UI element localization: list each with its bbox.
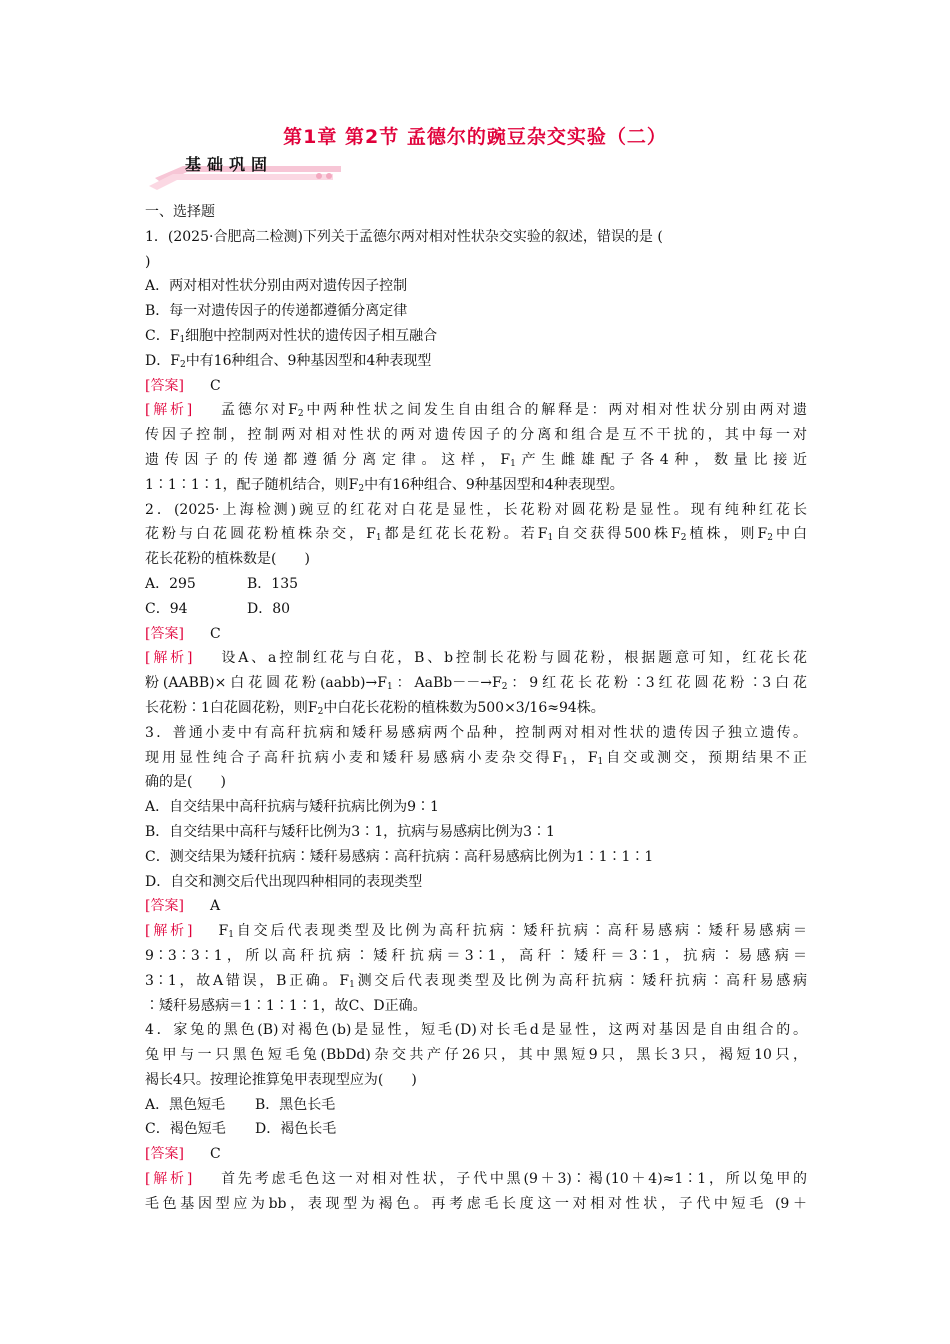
q3-stem-line3: 确的是( ) (145, 774, 226, 791)
section-heading: 一、选择题 (145, 204, 215, 220)
q3-stem-line1: 3．普通小麦中有高秆抗病和矮秆易感病两个品种，控制两对相对性状的遗传因子独立遗传。 (145, 724, 807, 741)
q2-explanation-line1: [解析] 设A、a控制红花与白花，B、b控制长花粉与圆花粉，根据题意可知，红花长花 (145, 650, 807, 667)
q2-options-cd (145, 597, 807, 622)
q4-options-ab (145, 1093, 807, 1118)
q2-stem-line1: 2．(2025·上海检测)豌豆的红花对白花是显性，长花粉对圆花粉是显性。现有纯种红花长 (145, 501, 807, 518)
answer-tag: [答案] (145, 377, 184, 394)
q2-option-b: B．135 (247, 575, 299, 592)
q1-explanation-line3: 遗传因子的传递都遵循分离定律。这样，$F_1$产生雌雄配子各4种，数量比接近 (145, 451, 807, 469)
page-title: 第1章 第2节 孟德尔的豌豆杂交实验（二） (283, 126, 667, 148)
q1-stem-line2: ) (145, 253, 151, 270)
q4-answer: [答案] C (145, 1146, 221, 1163)
q3-explanation-line1: [解析] $F_1$自交后代表现类型及比例为高秆抗病∶矮秆抗病∶高秆易感病∶矮秆易感病＝ (145, 923, 807, 941)
q1-answer: [答案] C (145, 377, 221, 394)
q4-options-cd (145, 1117, 807, 1142)
q4-explanation-line1: [解析] 首先考虑毛色这一对相对性状，子代中黑(9＋3)∶褐(10＋4)≈1∶1，所以兔甲的 (145, 1171, 807, 1188)
q4-option-d: D．褐色长毛 (255, 1121, 337, 1138)
q1-option-c: C．$F_1$细胞中控制两对性状的遗传因子相互融合 (145, 327, 438, 345)
answer-tag: [答案] (145, 1146, 184, 1163)
q3-explanation-line3: 3∶1，故A错误，B正确。$F_1$测交后代表现类型及比例为高秆抗病∶矮秆抗病∶高秆易感病 (145, 972, 807, 990)
q2-explanation-line3: 长花粉∶1白花圆花粉，则$F_2$中白花长花粉的植株数为500×3/16≈94株。 (145, 699, 605, 717)
q1-explanation-line2: 传因子控制，控制两对相对性状的两对遗传因子的分离和组合是互不干扰的，其中每一对 (145, 427, 807, 444)
q4-stem-line3: 褐长4只。按理论推算兔甲表现型应为( ) (145, 1071, 417, 1088)
q2-stem-line2: 花粉与白花圆花粉植株杂交，$F_1$都是红花长花粉。若$F_1$自交获得500株$F_2$植株，则$F_2$中白 (145, 526, 807, 544)
q4-stem-line2: 兔甲与一只黑色短毛兔(BbDd)杂交共产仔26只，其中黑短9只，黑长3只，褐短10只， (145, 1047, 807, 1064)
answer-tag: [答案] (145, 898, 184, 915)
analysis-tag: [解析] (145, 923, 193, 940)
q4-option-b: B．黑色长毛 (255, 1096, 336, 1113)
q3-stem-line2: 现用显性纯合子高秆抗病小麦和矮秆易感病小麦杂交得$F_1$，$F_1$自交或测交，预期结果不正 (145, 749, 807, 767)
section-banner-title: 基础巩固 (185, 155, 274, 174)
q3-explanation-line4: ∶矮秆易感病＝1∶1∶1∶1，故C、D正确。 (145, 997, 427, 1014)
q3-answer: [答案] A (145, 898, 221, 915)
analysis-tag: [解析] (145, 402, 193, 419)
analysis-tag: [解析] (145, 650, 193, 667)
q4-option-a: A．黑色短毛 (145, 1096, 226, 1113)
q1-option-b: B．每一对遗传因子的传递都遵循分离定律 (145, 303, 408, 320)
q2-explanation-line2: 粉(AABB)×白花圆花粉$(aabb)\to F_1$：$AaBb--\to F_2$：9红花长花粉∶3红花圆花粉∶3白花 (145, 675, 807, 693)
q3-option-b: B．自交结果中高秆与矮秆比例为3∶1，抗病与易感病比例为3∶1 (145, 823, 555, 840)
q4-explanation-line2: 毛色基因型应为bb，表现型为褐色。再考虑毛长度这一对相对性状，子代中短毛 (9＋ (145, 1195, 807, 1212)
q3-option-d: D．自交和测交后代出现四种相同的表现类型 (145, 873, 423, 890)
q2-stem-line3: 花长花粉的植株数是( ) (145, 551, 310, 568)
q2-answer: [答案] C (145, 625, 221, 642)
q3-option-c: C．测交结果为矮秆抗病∶矮秆易感病∶高秆抗病∶高秆易感病比例为1∶1∶1∶1 (145, 848, 654, 865)
document-body (145, 200, 807, 1217)
q2-options-ab (145, 572, 807, 597)
q1-stem-line1: 1．(2025·合肥高二检测)下列关于孟德尔两对相对性状杂交实验的叙述，错误的是 ( (145, 228, 663, 245)
analysis-tag: [解析] (145, 1171, 193, 1188)
q3-explanation-line2: 9∶3∶3∶1，所以高秆抗病∶矮秆抗病＝3∶1，高秆∶矮秆＝3∶1，抗病∶易感病＝ (145, 947, 807, 964)
q3-option-a: A．自交结果中高秆抗病与矮秆抗病比例为9∶1 (145, 799, 439, 816)
q1-explanation-line1: [解析] 孟德尔对$F_2$中两种性状之间发生自由组合的解释是：两对相对性状分别由两对遗 (145, 402, 807, 420)
q2-option-d: D．80 (247, 600, 291, 617)
q1-option-d: D．$F_2$中有16种组合、9种基因型和4种表现型 (145, 352, 432, 370)
q4-option-c: C．褐色短毛 (145, 1121, 226, 1138)
answer-tag: [答案] (145, 625, 184, 642)
q4-stem-line1: 4．家兔的黑色(B)对褐色(b)是显性，短毛(D)对长毛d是显性，这两对基因是自由组合的。 (145, 1022, 807, 1039)
q1-explanation-line4: 1∶1∶1∶1，配子随机结合，则$F_2$中有16种组合、9种基因型和4种表现型。 (145, 476, 624, 494)
q2-option-a: A．295 (145, 575, 196, 592)
q2-option-c: C．94 (145, 600, 188, 617)
q1-option-a: A．两对相对性状分别由两对遗传因子控制 (145, 278, 408, 295)
